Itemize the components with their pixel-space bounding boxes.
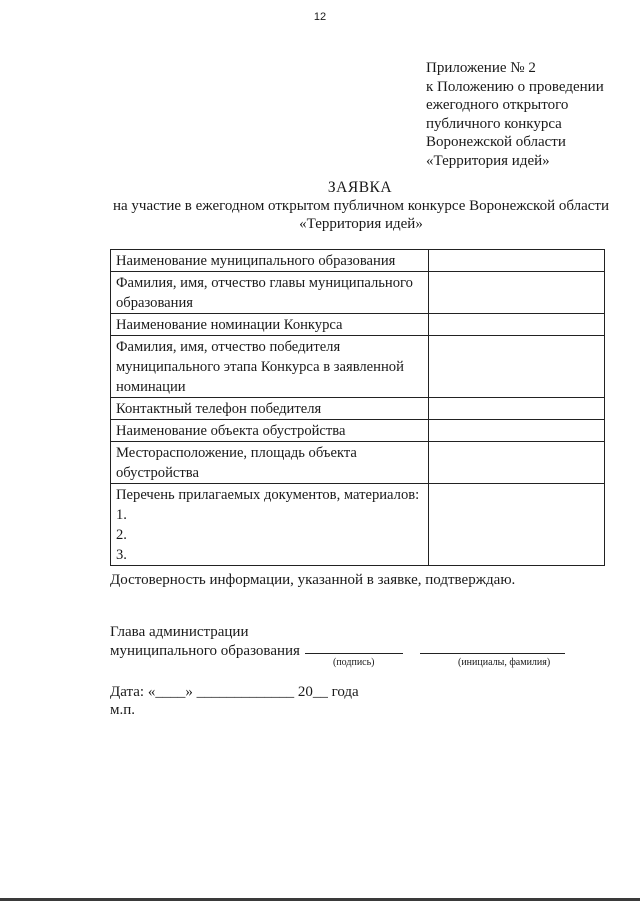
confirmation-statement: Достоверность информации, указанной в заявке, подтверждаю. <box>110 572 516 588</box>
appendix-line: Воронежской области <box>426 134 566 151</box>
appendix-line: Приложение № 2 <box>426 60 536 76</box>
table-row <box>111 442 605 484</box>
field-value[interactable] <box>429 484 605 566</box>
signatory-block <box>110 623 300 661</box>
documents-list-cell <box>111 484 429 566</box>
table-row <box>111 420 605 442</box>
appendix-reference <box>426 59 604 171</box>
appendix-line: публичного конкурса <box>426 115 562 132</box>
date-line: Дата: «____» _____________ 20__ года <box>110 684 359 700</box>
signature-caption: (подпись) <box>333 657 375 668</box>
field-label: Фамилия, имя, отчество главы муниципального образования <box>111 272 429 314</box>
page-number: 12 <box>313 11 327 23</box>
appendix-line: ежегодного открытого <box>426 97 569 114</box>
subtitle-line: «Территория идей» <box>299 216 423 232</box>
signatory-title-line: муниципального образования <box>110 643 300 659</box>
field-label: Перечень прилагаемых документов, материалов: <box>116 487 420 503</box>
stamp-placeholder: м.п. <box>110 702 136 718</box>
list-item: 1. <box>116 507 127 523</box>
list-item: 2. <box>116 527 127 543</box>
appendix-line: к Положению о проведении <box>426 78 604 95</box>
name-caption: (инициалы, фамилия) <box>458 657 551 668</box>
field-value[interactable] <box>429 442 605 484</box>
appendix-line: «Территория идей» <box>426 152 550 169</box>
document-title: ЗАЯВКА <box>327 179 393 196</box>
table-row <box>111 398 605 420</box>
document-subtitle <box>108 197 614 233</box>
field-value[interactable] <box>429 250 605 272</box>
field-value[interactable] <box>429 272 605 314</box>
table-row <box>111 272 605 314</box>
application-form-table <box>110 249 605 566</box>
field-label: Наименование объекта обустройства <box>111 420 429 442</box>
table-row <box>111 314 605 336</box>
field-value[interactable] <box>429 336 605 398</box>
field-label: Наименование муниципального образования <box>111 250 429 272</box>
name-line[interactable] <box>420 653 565 654</box>
scan-edge-divider <box>0 898 640 901</box>
table-row <box>111 336 605 398</box>
table-row <box>111 484 605 566</box>
field-value[interactable] <box>429 420 605 442</box>
field-value[interactable] <box>429 314 605 336</box>
signature-line[interactable] <box>305 653 403 654</box>
field-label: Наименование номинации Конкурса <box>111 314 429 336</box>
signatory-title-line: Глава администрации <box>110 624 249 640</box>
field-label: Месторасположение, площадь объекта обустройства <box>111 442 429 484</box>
field-label: Фамилия, имя, отчество победителя муниципального этапа Конкурса в заявленной номинации <box>111 336 429 398</box>
list-item: 3. <box>116 547 127 563</box>
subtitle-line: на участие в ежегодном открытом публичном конкурсе Воронежской области <box>113 198 609 214</box>
table-row <box>111 250 605 272</box>
field-label: Контактный телефон победителя <box>111 398 429 420</box>
field-value[interactable] <box>429 398 605 420</box>
